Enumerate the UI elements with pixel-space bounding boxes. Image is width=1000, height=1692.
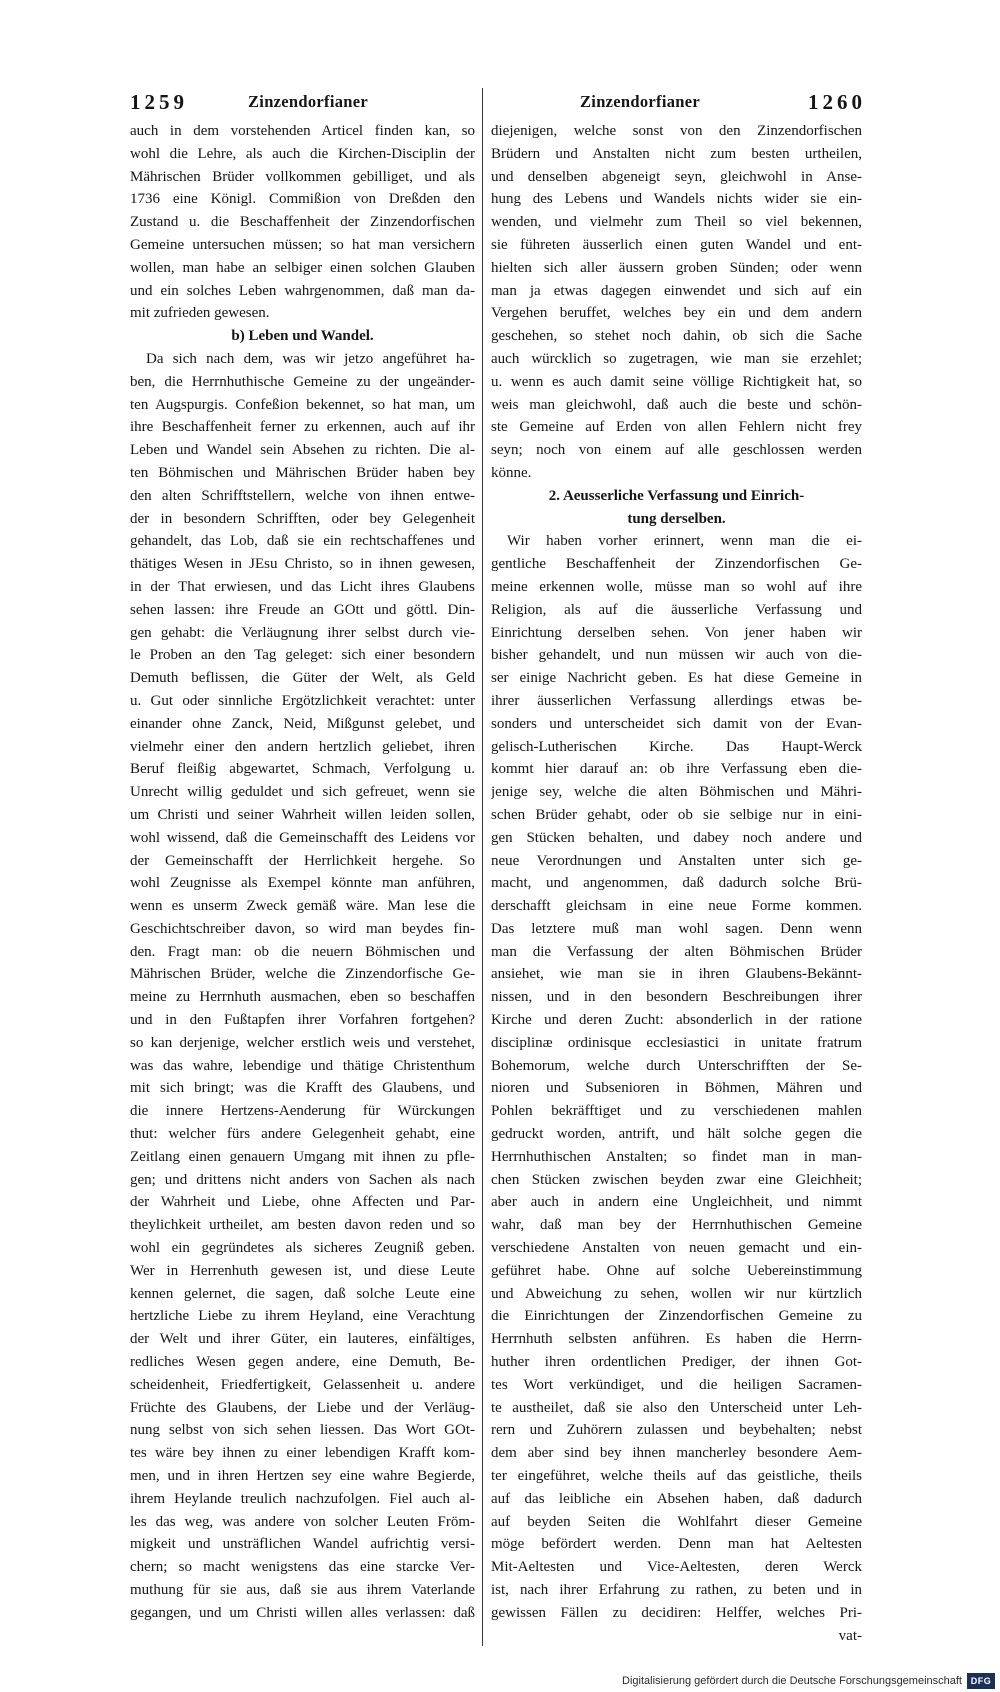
text-line [130, 713, 475, 736]
text-line [130, 918, 475, 941]
line-text: gen; und drittens nicht anders von Sachen als nach [130, 1171, 475, 1188]
line-text: thut: welcher fürs andere Gelegenheit gehabt, eine [130, 1126, 475, 1143]
text-line [491, 1351, 862, 1374]
line-text: sehen lassen: ihre Freude an GOtt und göttl. Din- [130, 601, 475, 618]
text-line [130, 963, 475, 986]
line-text: Herrnhuth selbsten anführen. Es haben die Herrn- [491, 1331, 862, 1348]
line-text: wahr, daß man bey der Herrnhuthischen Gemeine [491, 1217, 862, 1234]
line-text: Früchte des Glaubens, der Liebe und der Verläug- [130, 1399, 475, 1416]
heading-line [491, 508, 862, 531]
line-text: scheidenheit, Friedfertigkeit, Gelassenheit u. andere [130, 1376, 475, 1393]
text-line [130, 895, 475, 918]
text-line [491, 1488, 862, 1511]
text-line [130, 485, 475, 508]
text-line [130, 553, 475, 576]
text-line [491, 667, 862, 690]
line-text: u. wenn es auch damit seine völlige Richtigkeit hat, so [491, 373, 862, 390]
line-text: ben, die Herrnhuthische Gemeine zu der ungeänder- [130, 373, 475, 390]
text-line [491, 1465, 862, 1488]
line-text: neue Verordnungen und Anstalten unter sich ge- [491, 852, 862, 869]
line-text: wohl wissend, daß die Gemeinschafft des Leidens vor [130, 829, 475, 846]
text-line [130, 1146, 475, 1169]
text-line [491, 348, 862, 371]
line-text: der Wahrheit und Liebe, ohne Affecten und Par- [130, 1194, 475, 1211]
text-line [491, 1328, 862, 1351]
text-line [130, 1214, 475, 1237]
text-line [491, 1305, 862, 1328]
text-line [491, 1100, 862, 1123]
text-line [491, 553, 862, 576]
text-line [491, 280, 862, 303]
text-line [491, 1397, 862, 1420]
line-text: gelisch-Lutherischen Kirche. Das Haupt-Werck [491, 738, 862, 755]
line-text: migkeit und unsträflichen Wandel aufrichtig versi- [130, 1536, 475, 1553]
line-text: nioren und Subsenioren in Böhmen, Mähren und [491, 1080, 862, 1097]
line-text: schen Brüder gehabt, oder ob sie selbige nur in eini- [491, 806, 862, 823]
column-divider [482, 88, 483, 1646]
line-text: könne. [491, 464, 532, 481]
line-text: was das wahre, lebendige und thätige Christenthum [130, 1057, 475, 1074]
line-text: Unrecht willig geduldet und sich gefreuet, wenn sie [130, 784, 475, 801]
text-line [130, 1077, 475, 1100]
text-line [130, 1191, 475, 1214]
line-text: sonders und unterscheidet sich damit von der Evan- [491, 715, 862, 732]
line-text: möge befördert werden. Denn man hat Aeltesten [491, 1536, 862, 1553]
line-text: hung des Lebens und Wandels nichts wider sie ein- [491, 191, 862, 208]
text-line [130, 530, 475, 553]
text-line [491, 143, 862, 166]
line-text: ihrem Heylande treulich nachzufolgen. Fiel auch al- [130, 1490, 475, 1507]
line-text: Geschichtschreiber davon, so wird man beydes fin- [130, 920, 475, 937]
page-number-left: 1259 [130, 90, 188, 114]
text-line [491, 302, 862, 325]
text-line [491, 371, 862, 394]
text-line [491, 234, 862, 257]
line-text: auch würcklich so zugetragen, wie man sie erzehlet; [491, 350, 862, 367]
line-text: Zustand u. die Beschaffenheit der Zinzendorfischen [130, 214, 475, 231]
line-text: Einrichtung derselben sehen. Von jener haben wir [491, 624, 862, 641]
line-text: Wer in Herrenhuth gewesen ist, und diese Leute [130, 1262, 475, 1279]
line-text: nung selbst von sich sehen liessen. Das Wort GOt- [130, 1422, 475, 1439]
line-text: die innere Hertzens-Aenderung für Würckungen [130, 1103, 475, 1120]
text-line [491, 211, 862, 234]
line-text: Mährischen Brüder vollkommen gebilliget, und als [130, 168, 475, 185]
text-line [130, 1283, 475, 1306]
line-text: huther ihren ordentlichen Prediger, der ihnen Got- [491, 1354, 862, 1371]
line-text: und denselben abgeneigt seyn, gleichwohl in Anse- [491, 168, 862, 185]
text-line [130, 1305, 475, 1328]
text-line [491, 895, 862, 918]
line-text: wenn es unserm Zweck gemäß wäre. Man lese die [130, 898, 475, 915]
text-line [130, 280, 475, 303]
text-line [491, 1214, 862, 1237]
line-text: Wir haben vorher erinnert, wenn man die ei- [507, 533, 862, 550]
line-text: sie führeten äusserlich einen guten Wandel und ent- [491, 236, 862, 253]
text-line [491, 804, 862, 827]
text-line [491, 1009, 862, 1032]
text-line [491, 690, 862, 713]
text-line [130, 827, 475, 850]
footer-credit: Digitalisierung gefördert durch die Deutsche Forschungsgemeinschaft [622, 1675, 962, 1687]
dfg-logo-icon: DFG [967, 1673, 995, 1689]
text-line [491, 1032, 862, 1055]
text-line [491, 1374, 862, 1397]
text-line [130, 736, 475, 759]
text-line [130, 1169, 475, 1192]
left-column-text [130, 120, 475, 1625]
text-line [491, 781, 862, 804]
text-line [130, 622, 475, 645]
line-text: wohl ein gegründetes als sicheres Zeugniß geben. [130, 1240, 475, 1257]
text-line [130, 1488, 475, 1511]
text-line [491, 1511, 862, 1534]
text-line [491, 827, 862, 850]
line-text: auf das leibliche ein Absehen haben, daß dadurch [491, 1490, 862, 1507]
line-text: tes Wort verkündiget, und die heiligen Sacramen- [491, 1376, 862, 1393]
line-text: Das letztere muß man wohl sagen. Denn wenn [491, 920, 862, 937]
text-line [130, 690, 475, 713]
line-text: macht, und angenommen, daß dadurch solche Brü- [491, 875, 862, 892]
text-line [130, 234, 475, 257]
text-line [130, 1055, 475, 1078]
text-line [130, 1123, 475, 1146]
line-text: Bohemorum, welche durch Unterschrifften der Se- [491, 1057, 862, 1074]
left-column [130, 120, 475, 1625]
text-line [130, 1032, 475, 1055]
text-line [130, 1009, 475, 1032]
line-text: Zeitlang einen genauern Umgang mit ihnen zu pfle- [130, 1148, 475, 1165]
line-text: gehandelt, das Lob, daß sie ein rechtschaffenes und [130, 533, 475, 550]
text-line [130, 1374, 475, 1397]
line-text: mit sich bringt; was die Krafft des Glaubens, und [130, 1080, 475, 1097]
text-line [491, 394, 862, 417]
text-line [130, 166, 475, 189]
line-text: redliches Wesen gegen andere, eine Demuth, Be- [130, 1354, 475, 1371]
line-text: 2. Aeusserliche Verfassung und Einrich- [548, 487, 805, 504]
line-text: thätiges Wesen in JEsu Christo, so in ihnen gewesen, [130, 556, 475, 573]
text-line [491, 850, 862, 873]
text-line [491, 1283, 862, 1306]
text-line [491, 644, 862, 667]
text-line [130, 1237, 475, 1260]
paragraph [130, 120, 475, 325]
line-text: Vergehen beruffet, welches bey ein und dem andern [491, 305, 862, 322]
text-line [130, 188, 475, 211]
text-line [491, 1077, 862, 1100]
line-text: les das weg, was andere von solcher Leuten Fröm- [130, 1513, 475, 1530]
line-text: b) Leben und Wandel. [231, 328, 374, 345]
text-line [491, 166, 862, 189]
line-text: disciplinæ ordinisque ecclesiastici in unitate fratrum [491, 1034, 862, 1051]
line-text: gegangen, und um Christi willen alles verlassen: daß [130, 1604, 475, 1621]
text-line [130, 348, 475, 371]
line-text: Religion, als auf die äusserliche Verfassung und [491, 601, 862, 618]
text-line [491, 530, 862, 553]
line-text: hertzliche Liebe zu ihrem Heyland, eine Verachtung [130, 1308, 475, 1325]
text-line [491, 1602, 862, 1625]
text-line [130, 1579, 475, 1602]
text-line [491, 713, 862, 736]
line-text: ten Böhmischen und Mährischen Brüder haben bey [130, 464, 475, 481]
text-line [130, 1397, 475, 1420]
text-line [130, 211, 475, 234]
line-text: aber auch in andern eine Ungleichheit, und nimmt [491, 1194, 862, 1211]
line-text: man die Verfassung der alten Böhmischen Brüder [491, 943, 862, 960]
line-text: der Gemeinschafft der Herrlichkeit hergehe. So [130, 852, 475, 869]
line-text: in der That erwiesen, und das Licht ihres Glaubens [130, 578, 475, 595]
text-line [130, 758, 475, 781]
line-text: meine erkennen wolle, müsse man so wohl auf ihre [491, 578, 862, 595]
text-line [491, 462, 862, 485]
line-text: wohl Zeugnisse als Exempel könnte man anführen, [130, 875, 475, 892]
line-text: den. Fragt man: ob die neuern Böhmischen und [130, 943, 475, 960]
line-text: nissen, und in den besondern Beschreibungen ihrer [491, 989, 862, 1006]
line-text: tes wäre bey ihnen zu einer lebendigen Krafft kom- [130, 1445, 475, 1462]
line-text: wohl die Lehre, als auch die Kirchen-Disciplin der [130, 145, 475, 162]
text-line [130, 1511, 475, 1534]
line-text: jenige sey, welche die alten Böhmischen und Mähri- [491, 784, 862, 801]
line-text: ihre Beschaffenheit ferner zu erkennen, auch auf ihr [130, 419, 475, 436]
line-text: man ja etwas dagegen einwendet und sich auf ein [491, 282, 862, 299]
line-text: seyn; noch von einem auf alle geschlossen werden [491, 442, 862, 459]
text-line [130, 508, 475, 531]
line-text: le Proben an den Tag geleget: sich einer besondern [130, 647, 475, 664]
text-line [491, 872, 862, 895]
line-text: ihrer äusserlichen Verfassung allerdings etwas be- [491, 692, 862, 709]
line-text: auf beyden Seiten die Wohlfahrt dieser Gemeine [491, 1513, 862, 1530]
line-text: geführet habe. Ohne auf solche Uebereinstimmung [491, 1262, 862, 1279]
line-text: und in den Fußtapfen ihrer Vorfahren fortgehen? [130, 1012, 475, 1029]
text-line [130, 1260, 475, 1283]
text-line [491, 963, 862, 986]
text-line [130, 394, 475, 417]
text-line [491, 1191, 862, 1214]
line-text: Mährischen Brüder, welche die Zinzendorfische Ge- [130, 966, 475, 983]
line-text: gewissen Fällen zu decidiren: Helffer, welches Pri- [491, 1604, 862, 1621]
line-text: ste Gemeine auf Erden von allen Fehlern nicht frey [491, 419, 862, 436]
line-text: hielten sich aller äussern groben Sünden; oder wenn [491, 259, 862, 276]
text-line [130, 599, 475, 622]
text-line [130, 804, 475, 827]
line-text: dem aber sind bey ihnen mancherley besondere Aem- [491, 1445, 862, 1462]
right-column-text [491, 120, 862, 1625]
text-line [491, 1146, 862, 1169]
text-line [130, 850, 475, 873]
text-line [130, 371, 475, 394]
line-text: tung derselben. [627, 510, 726, 527]
text-line [491, 622, 862, 645]
line-text: Mit-Aeltesten und Vice-Aeltesten, deren Werck [491, 1559, 862, 1576]
catchword-line [491, 1625, 862, 1648]
text-line [130, 1442, 475, 1465]
paragraph [491, 530, 862, 1624]
text-line [491, 1556, 862, 1579]
text-line [130, 462, 475, 485]
text-line [130, 1328, 475, 1351]
text-line [491, 576, 862, 599]
line-text: te austheilet, daß sie also den Unterscheid unter Leh- [491, 1399, 862, 1416]
text-line [130, 576, 475, 599]
text-line [491, 941, 862, 964]
page-number-right: 1260 [808, 90, 866, 114]
paragraph [491, 120, 862, 485]
text-line [491, 986, 862, 1009]
line-text: ten Augspurgis. Confeßion bekennet, so hat man, um [130, 396, 475, 413]
text-line [491, 1169, 862, 1192]
line-text: ansiehet, wie man sie in ihren Glaubens-Bekännt- [491, 966, 862, 983]
text-line [130, 667, 475, 690]
section-heading [130, 325, 475, 348]
text-line [491, 257, 862, 280]
text-line [491, 599, 862, 622]
text-line [491, 1419, 862, 1442]
line-text: chern; so macht wenigstens das eine starcke Ver- [130, 1559, 475, 1576]
line-text: gentliche Beschaffenheit der Zinzendorfischen Ge- [491, 556, 862, 573]
text-line [491, 1123, 862, 1146]
line-text: meine zu Herrnhuth ausmachen, eben so beschaffen [130, 989, 475, 1006]
line-text: und Abweichung zu sehen, wollen wir nur kürtzlich [491, 1285, 862, 1302]
text-line [130, 781, 475, 804]
line-text: Pohlen bekräfftiget und zu verschiedenen mahlen [491, 1103, 862, 1120]
text-line [491, 1055, 862, 1078]
line-text: gedruckt worden, antrift, und hält solche gegen die [491, 1126, 862, 1143]
text-line [491, 416, 862, 439]
text-line [130, 439, 475, 462]
line-text: Da sich nach dem, was wir jetzo angeführet ha- [146, 350, 475, 367]
line-text: geschehen, so stehet noch dahin, ob sich die Sache [491, 328, 862, 345]
line-text: Brüdern und Anstalten nicht zum besten urtheilen, [491, 145, 862, 162]
right-column [491, 120, 862, 1647]
line-text: u. Gut oder sinnliche Ergötzlichkeit verachtet: unter [130, 692, 475, 709]
text-line [130, 644, 475, 667]
text-line [491, 758, 862, 781]
text-line [130, 1419, 475, 1442]
line-text: kennen gelernet, die sagen, daß solche Leute eine [130, 1285, 475, 1302]
text-line [130, 1100, 475, 1123]
text-line [491, 1442, 862, 1465]
text-line [491, 918, 862, 941]
text-line [491, 736, 862, 759]
line-text: und ein solches Leben wahrgenommen, daß man da- [130, 282, 475, 299]
text-line [130, 120, 475, 143]
line-text: mit zufrieden gewesen. [130, 305, 270, 322]
line-text: Gemeine untersuchen müssen; so hat man versichern [130, 236, 475, 253]
heading-line [130, 325, 475, 348]
text-line [130, 257, 475, 280]
digitization-footer [622, 1672, 995, 1690]
line-text: rern und Zuhörern zulassen und beybehalten; nebst [491, 1422, 862, 1439]
line-text: bisher gehandelt, und nun müssen wir auch von die- [491, 647, 862, 664]
line-text: diejenigen, welche sonst von den Zinzendorfischen [491, 123, 862, 139]
line-text: derschafft gleichsam in eine neue Forme kommen. [491, 898, 862, 915]
line-text: 1736 eine Königl. Commißion von Dreßden den [130, 191, 475, 208]
line-text: wenden, und vielmehr zum Theil so viel bekennen, [491, 214, 862, 231]
running-title-left: Zinzendorfianer [248, 92, 368, 111]
text-line [130, 143, 475, 166]
line-text: der in besondern Schrifften, oder bey Gelegenheit [130, 510, 475, 527]
text-line [130, 986, 475, 1009]
paragraph [130, 348, 475, 1625]
line-text: Herrnhuthischen Anstalten; so findet man in man- [491, 1148, 862, 1165]
line-text: Leben und Wandel sein Absehen zu richten. Die al- [130, 442, 475, 459]
text-line [130, 416, 475, 439]
line-text: weis man gleichwohl, daß auch die beste und schön- [491, 396, 862, 413]
line-text: wollen, man habe an selbiger einen solchen Glauben [130, 259, 475, 276]
text-line [491, 439, 862, 462]
text-line [491, 1260, 862, 1283]
line-text: die Einrichtungen der Zinzendorfischen Gemeine zu [491, 1308, 862, 1325]
text-line [130, 1533, 475, 1556]
line-text: um Christi und seiner Wahrheit willen leiden sollen, [130, 806, 475, 823]
line-text: gen gehabt: die Verläugnung ihrer selbst durch vie- [130, 624, 475, 641]
line-text: Kirche und deren Zucht: absonderlich in der ratione [491, 1012, 862, 1029]
catchword: vat- [838, 1627, 862, 1644]
heading-line [491, 485, 862, 508]
text-line [491, 325, 862, 348]
line-text: den alten Schrifftstellern, welche von ihnen entwe- [130, 487, 475, 504]
line-text: verschiedene Anstalten von neuen gemacht und ein- [491, 1240, 862, 1257]
line-text: einander ohne Zanck, Neid, Mißgunst gelebet, und [130, 715, 475, 732]
line-text: theylichkeit urtheilet, am besten davon reden und so [130, 1217, 475, 1234]
line-text: so kan derjenige, welcher erstlich weis und verstehet, [130, 1034, 475, 1051]
line-text: muthung für sie aus, daß sie aus ihrem Vaterlande [130, 1582, 475, 1598]
text-line [491, 1533, 862, 1556]
line-text: ter eingeführet, welche theils auf das geistliche, theils [491, 1468, 862, 1485]
line-text: der Welt und ihrer Güter, ein lauteres, einfältiges, [130, 1331, 475, 1348]
text-line [130, 941, 475, 964]
line-text: men, und in ihren Hertzen sey eine wahre Begierde, [130, 1468, 475, 1485]
line-text: Beruf fleißig abgewartet, Schmach, Verfolgung u. [130, 761, 475, 778]
section-heading [491, 485, 862, 531]
text-line [130, 302, 475, 325]
text-line [491, 188, 862, 211]
text-line [130, 1465, 475, 1488]
line-text: vielmehr einer den andern hertzlich geliebet, ihren [130, 738, 475, 755]
text-line [130, 872, 475, 895]
text-line [130, 1602, 475, 1625]
line-text: Demuth beflissen, die Güter der Welt, als Geld [130, 670, 475, 687]
line-text: kommt hier darauf an: ob ihre Verfassung eben die- [491, 761, 862, 778]
line-text: ser einige Nachricht geben. Es hat diese Gemeine in [491, 670, 862, 687]
text-line [130, 1556, 475, 1579]
line-text: chen Stücken zwischen beyden zwar eine Gleichheit; [491, 1171, 862, 1188]
text-line [130, 1351, 475, 1374]
running-title-right: Zinzendorfianer [580, 92, 700, 111]
line-text: auch in dem vorstehenden Articel finden kan, so [130, 123, 475, 139]
text-line [491, 120, 862, 143]
line-text: gen Stücken behalten, und dabey noch andere und [491, 829, 862, 846]
line-text: ist, nach ihrer Erfahrung zu rathen, zu beten und in [491, 1582, 862, 1598]
text-line [491, 1237, 862, 1260]
text-line [491, 1579, 862, 1602]
